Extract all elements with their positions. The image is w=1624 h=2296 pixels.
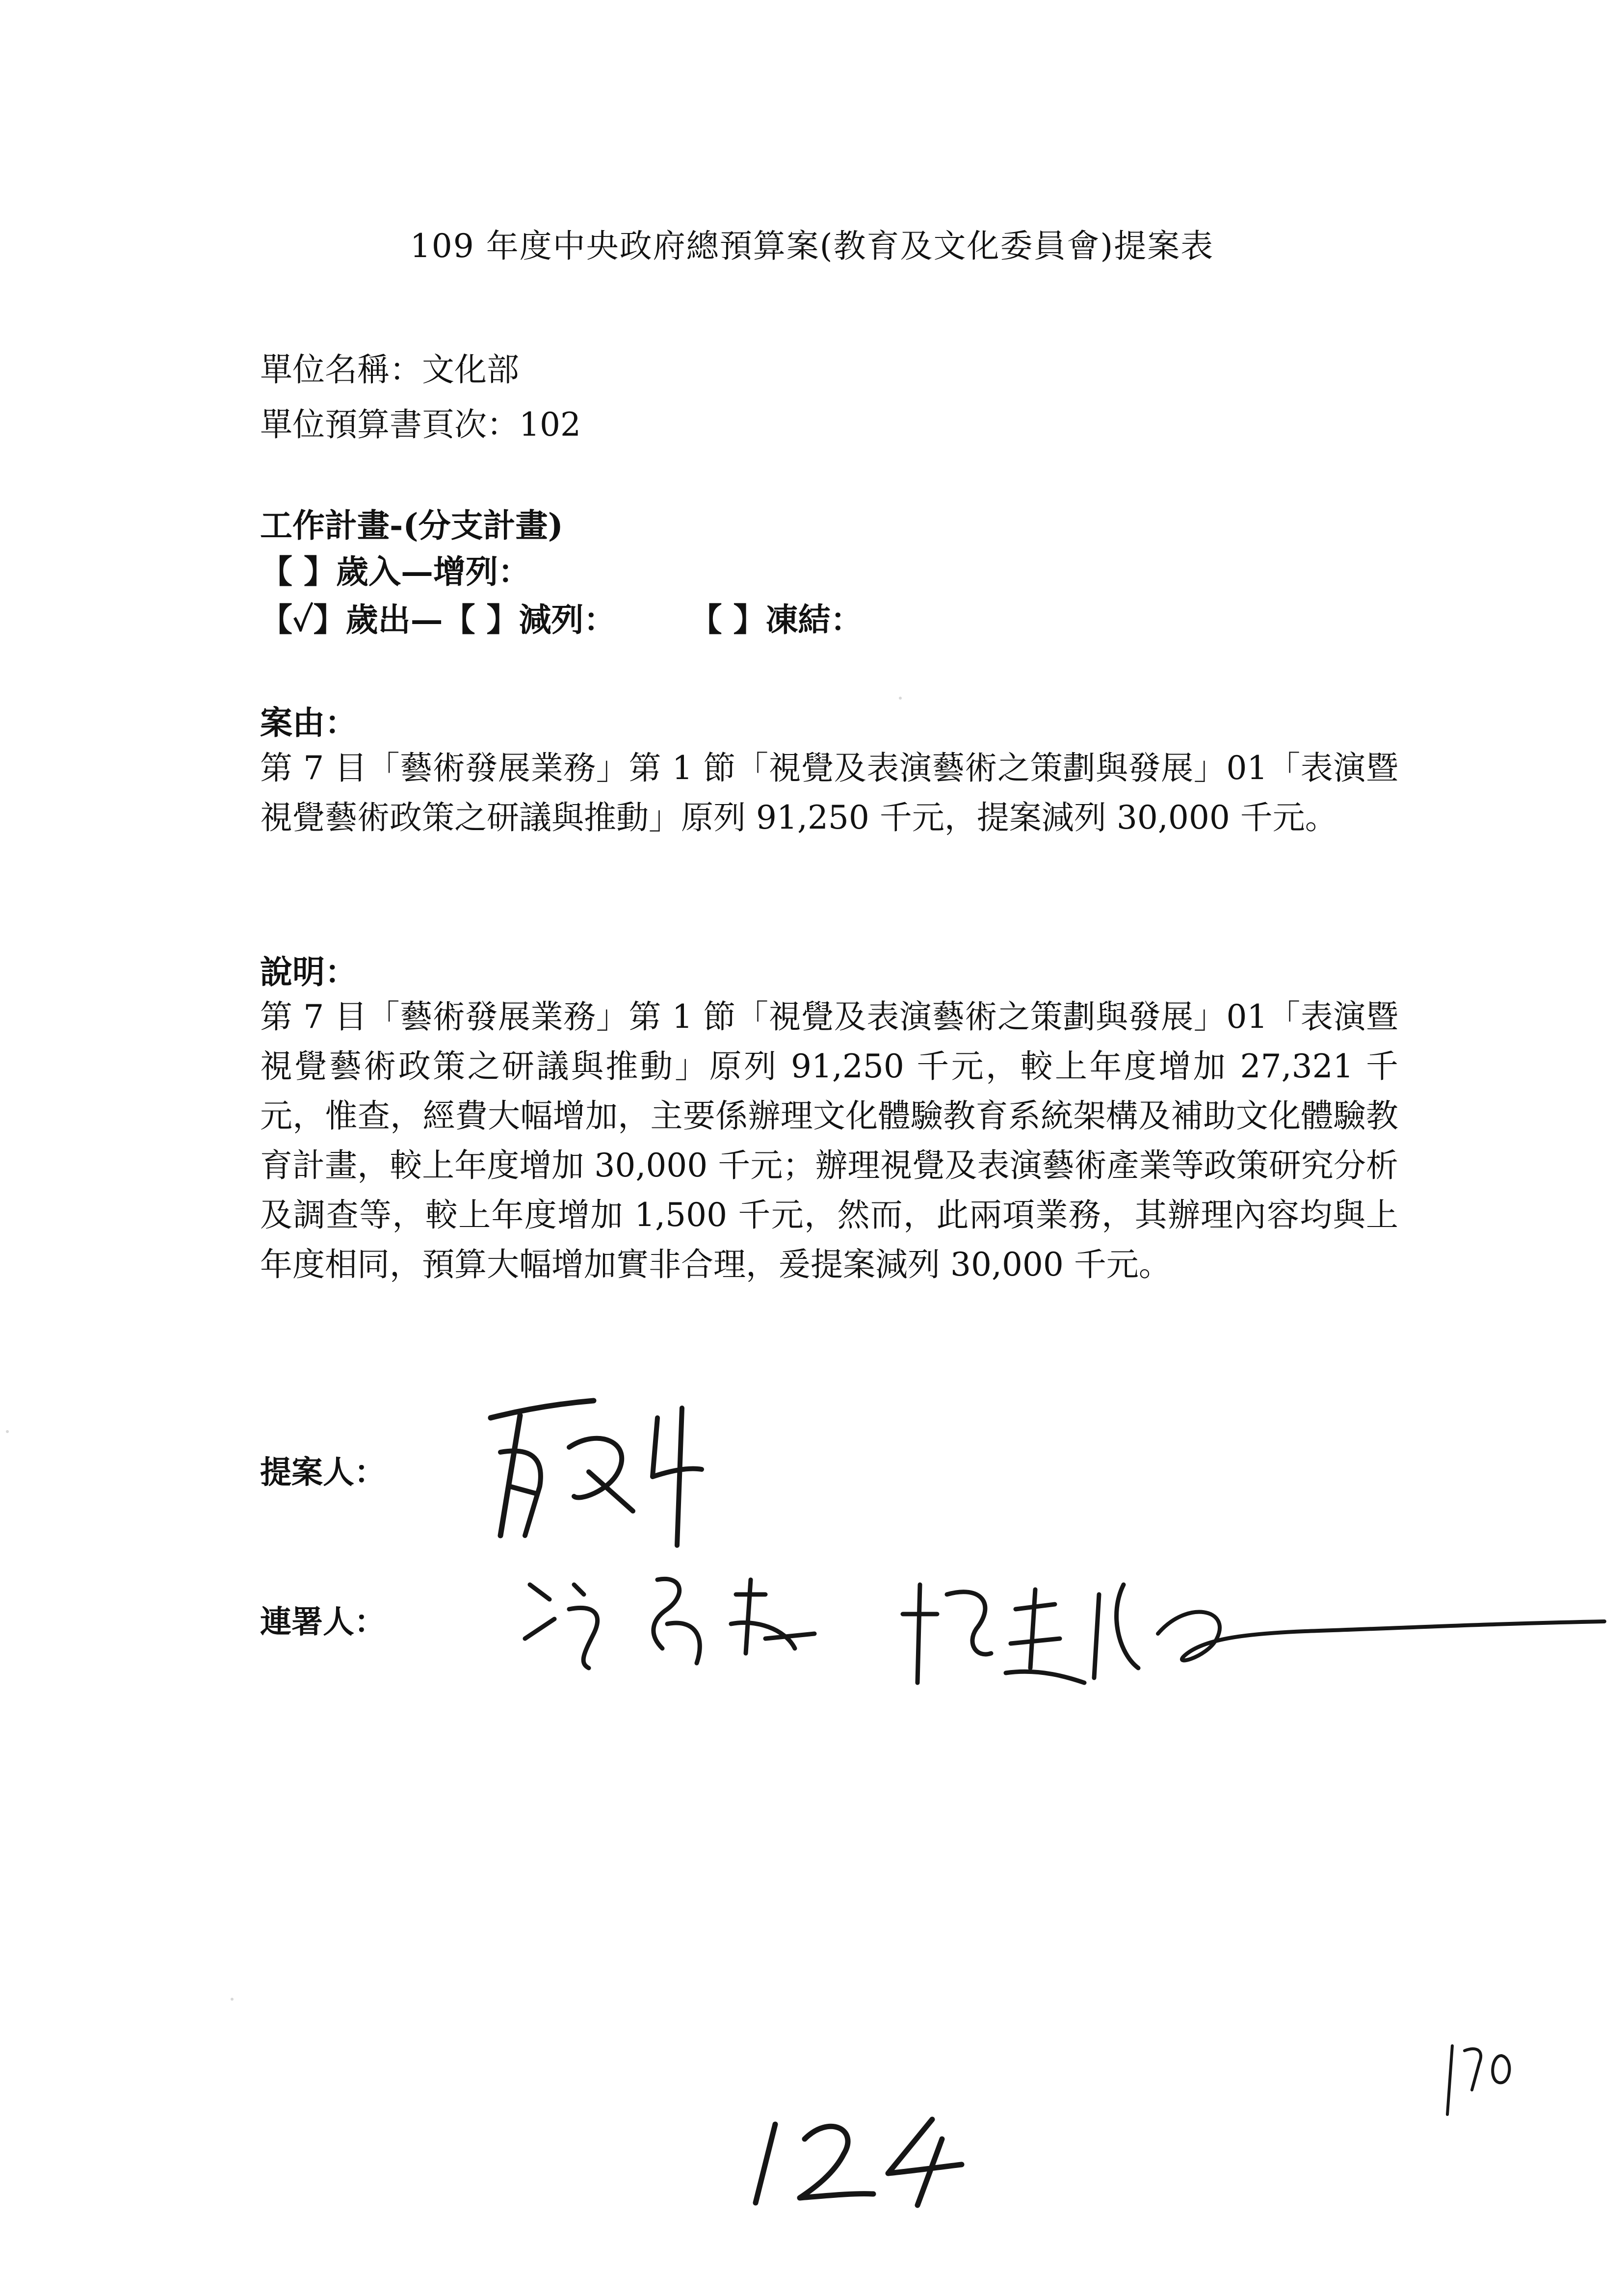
expenditure-check-row [260, 594, 863, 640]
budget-page-value: 102 [519, 406, 581, 444]
explanation-heading: 說明： [260, 953, 357, 991]
scan-speck [231, 1998, 234, 2001]
unit-name-value: 文化部 [422, 351, 519, 389]
cosigner-signature-1 [520, 1565, 834, 1678]
reason-text: 第 7 目「藝術發展業務」第 1 節「視覺及表演藝術之策劃與發展」01「表演暨視覺藝術政策之研議與推動」原列 91,250 千元，提案減列 30,000 千元。 [260, 749, 1398, 836]
proposer-label: 提案人： [260, 1454, 386, 1491]
freeze-checkbox: 【 】 [689, 600, 766, 639]
handwritten-page-number [746, 2110, 991, 2208]
reduce-label: 減列： [519, 600, 616, 639]
expenditure-label: 歲出— [345, 600, 443, 639]
cosigner-label: 連署人： [260, 1604, 386, 1641]
expenditure-checkbox: 【✓】 [260, 600, 346, 639]
freeze-label: 凍結： [765, 600, 863, 639]
scan-speck [899, 697, 902, 700]
cosigner-signature-2 [893, 1555, 1619, 1712]
budget-page-label: 單位預算書頁次： [260, 406, 519, 444]
document-title: 109 年度中央政府總預算案(教育及文化委員會)提案表 [410, 227, 1214, 265]
handwritten-corner-note [1438, 2036, 1526, 2124]
revenue-checkbox: 【 】 [260, 552, 336, 591]
scan-speck [6, 1430, 9, 1433]
unit-name-label: 單位名稱： [260, 351, 422, 389]
unit-name-row [260, 343, 519, 390]
budget-page-row [260, 398, 581, 445]
reason-heading: 案由： [260, 704, 357, 742]
reduce-checkbox: 【 】 [443, 600, 519, 639]
explanation-text: 第 7 目「藝術發展業務」第 1 節「視覺及表演藝術之策劃與發展」01「表演暨視覺藝術政策之研議與推動」原列 91,250 千元，較上年度增加 27,321 千元，惟查，經費大幅增加，主要係辦理文化體驗教育系統架構及補助文化體驗教育計畫，較上年度增加 30,000 千元；辦理視覺及表演藝術產業等政策研究分析及調查等，較上年度增加 1,500 千元，然而，此兩項業務，其辦理內容均與上年度相同，預算大幅增加實非合理，爰提案減列 30,000 千元。 [260, 998, 1398, 1283]
revenue-check-row [260, 546, 530, 592]
revenue-increase-label: 歲入—增列： [336, 552, 530, 591]
proposer-signature [471, 1388, 726, 1550]
work-plan-label: 工作計畫-(分支計畫) [260, 506, 563, 545]
